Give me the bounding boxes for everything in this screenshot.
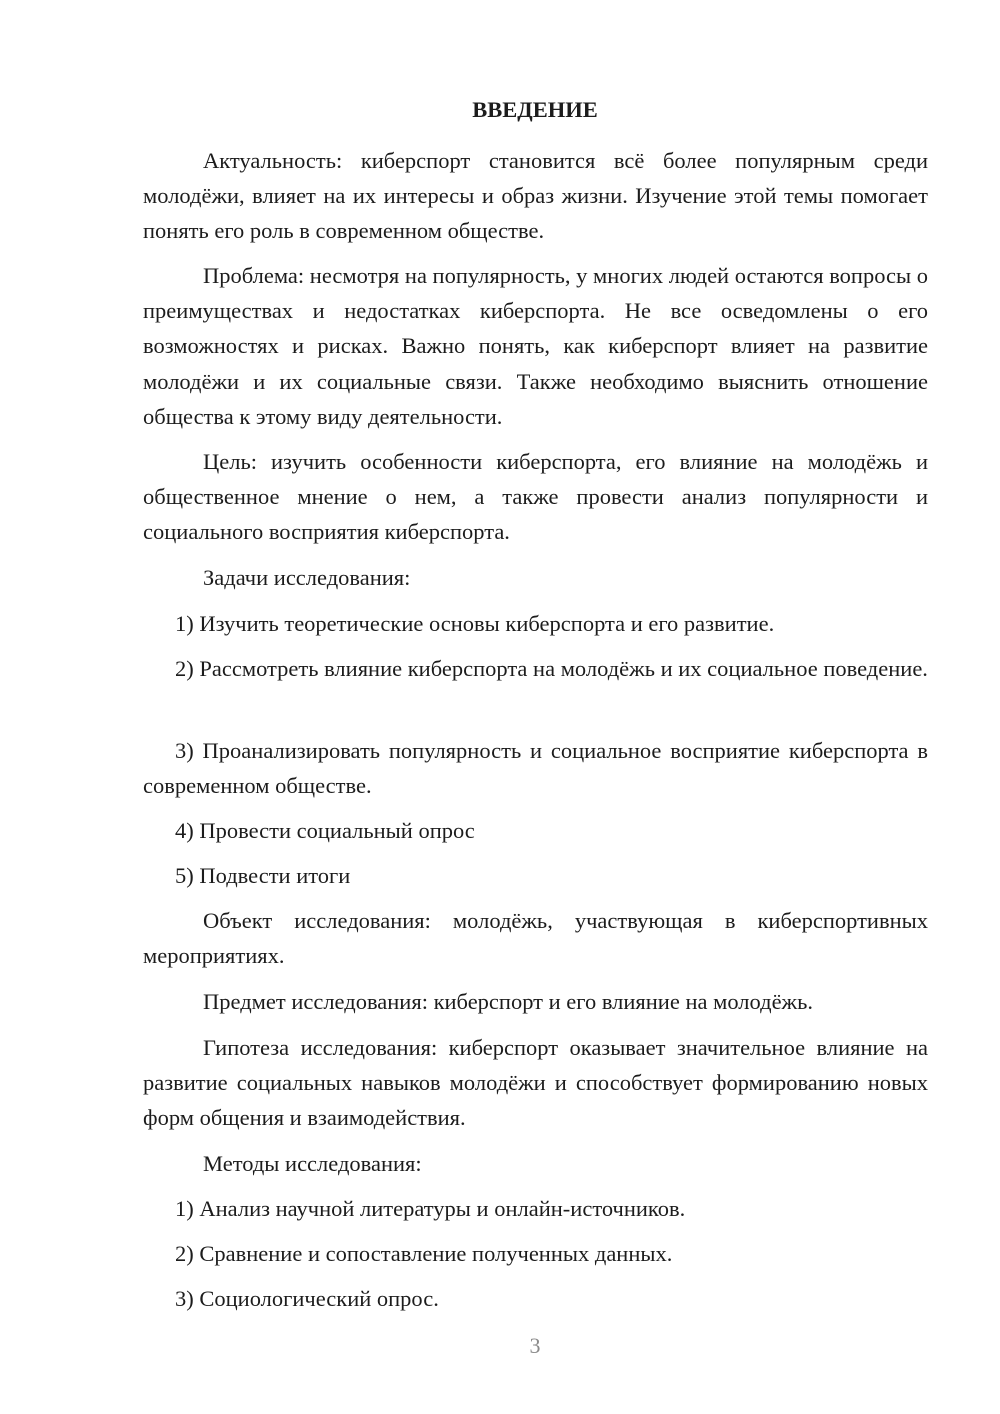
task-item-3: 3) Проанализировать популярность и социальное восприятие киберспорта в современном обществе. — [143, 738, 928, 799]
task-item-4: 4) Провести социальный опрос — [175, 818, 475, 843]
object-paragraph: Объект исследования: молодёжь, участвующая в киберспортивных мероприятиях. — [143, 908, 928, 969]
page-number: 3 — [529, 1333, 541, 1358]
problem-paragraph: Проблема: несмотря на популярность, у многих людей остаются вопросы о преимуществах и недостатках киберспорта. Не все осведомлены о его возможностях и рисках. Важно понять, как киберспорт влияет на развитие молодёжи и их социальные связи. Также необходимо выяснить отношение общества к этому виду деятельности. — [143, 263, 928, 429]
method-item-2: 2) Сравнение и сопоставление полученных данных. — [175, 1241, 673, 1266]
task-item-5: 5) Подвести итоги — [175, 863, 351, 888]
relevance-paragraph: Актуальность: киберспорт становится всё более популярным среди молодёжи, влияет на их интересы и образ жизни. Изучение этой темы помогает понять его роль в современном обществе. — [143, 148, 928, 244]
hypothesis-paragraph: Гипотеза исследования: киберспорт оказывает значительное влияние на развитие социальных навыков молодёжи и способствует формированию новых форм общения и взаимодействия. — [143, 1035, 928, 1131]
method-item-3: 3) Социологический опрос. — [175, 1286, 439, 1311]
method-item-1: 1) Анализ научной литературы и онлайн-источников. — [175, 1196, 686, 1221]
task-item-2: 2) Рассмотреть влияние киберспорта на молодёжь и их социальное поведение. — [175, 656, 928, 681]
section-heading: ВВЕДЕНИЕ — [472, 97, 598, 122]
subject-paragraph: Предмет исследования: киберспорт и его влияние на молодёжь. — [203, 989, 813, 1014]
methods-title: Методы исследования: — [203, 1151, 422, 1176]
task-item-1: 1) Изучить теоретические основы киберспорта и его развитие. — [175, 611, 775, 636]
goal-paragraph: Цель: изучить особенности киберспорта, его влияние на молодёжь и общественное мнение о нем, а также провести анализ популярности и социального восприятия киберспорта. — [143, 449, 928, 545]
tasks-title: Задачи исследования: — [203, 565, 411, 590]
